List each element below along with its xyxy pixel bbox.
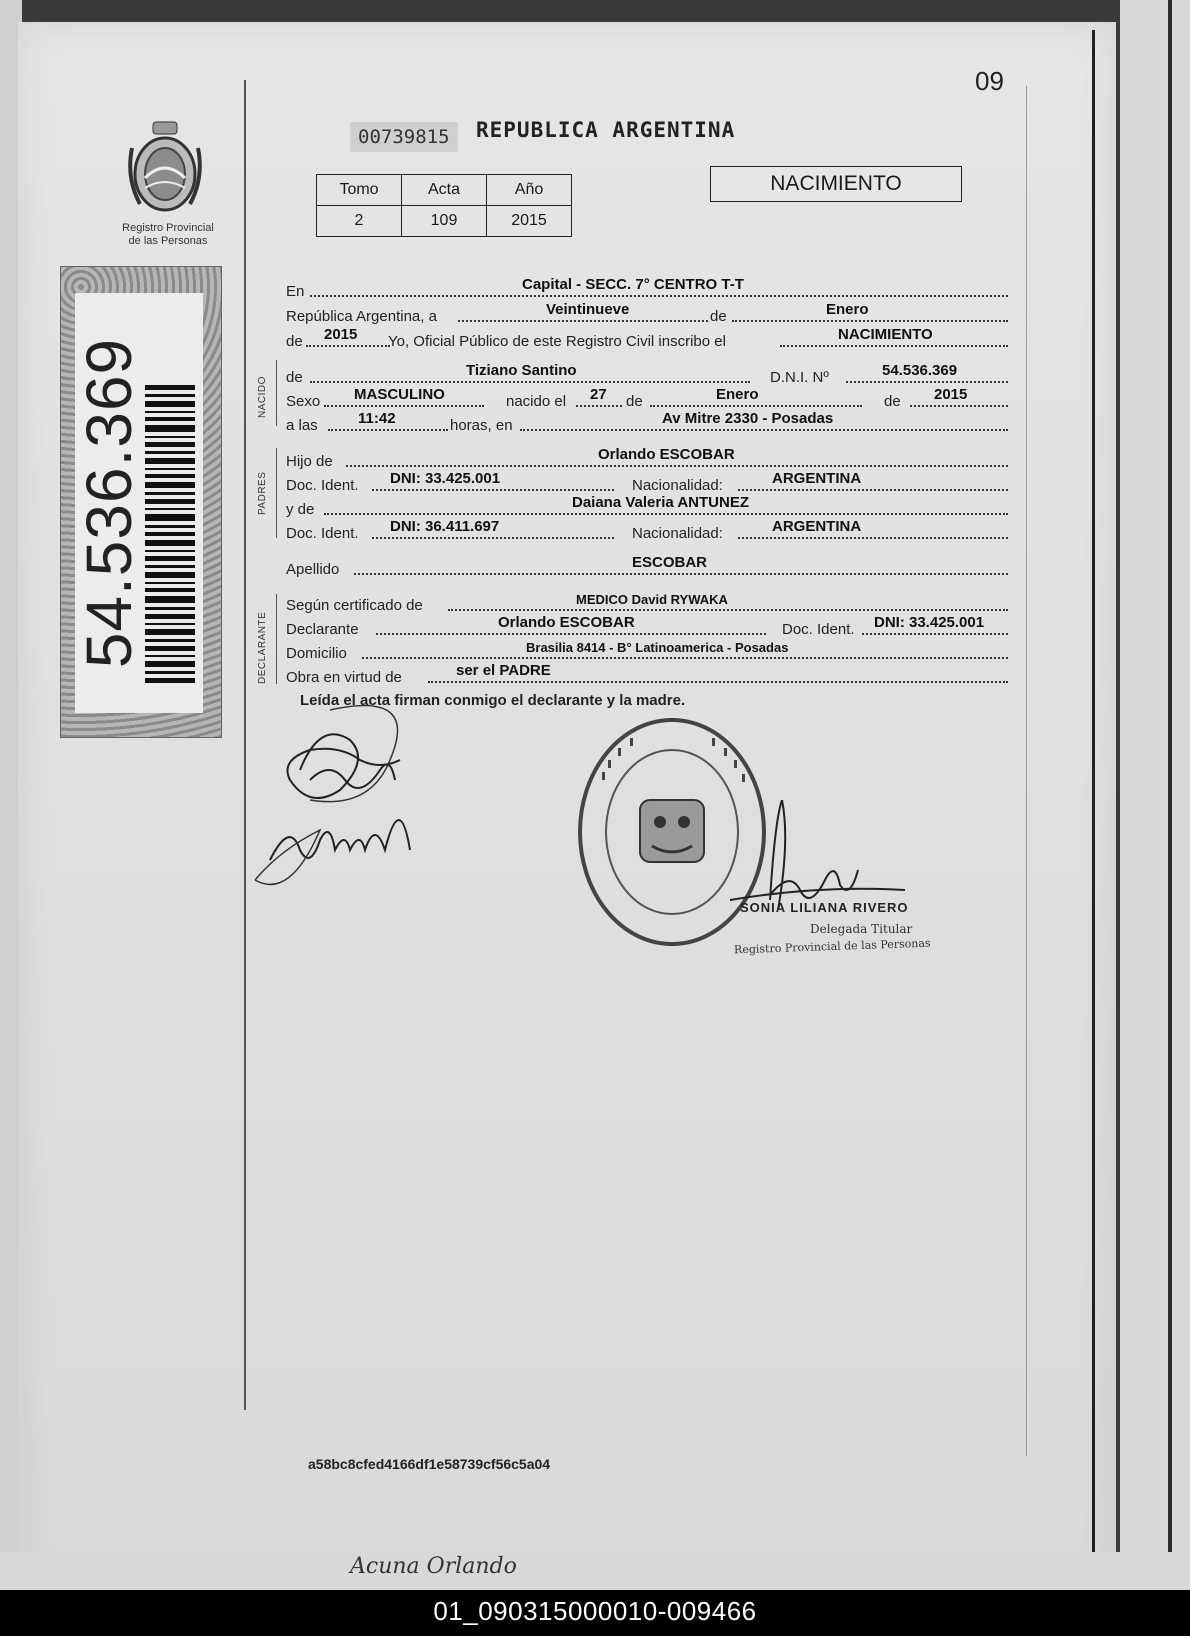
row-father-doc	[286, 472, 1008, 494]
value-declarant-doc: DNI: 33.425.001	[874, 614, 985, 631]
row-child-name	[286, 364, 1008, 386]
label-de-month: de	[710, 308, 727, 325]
section-label-declarante: DECLARANTE	[257, 611, 268, 684]
dotted-line	[738, 537, 1008, 539]
section-rule-nacido	[276, 360, 277, 426]
page-number: 09	[975, 66, 1004, 96]
register-header-acta: Acta	[402, 175, 487, 206]
row-birth	[286, 388, 1008, 410]
label-nacionalidad: Nacionalidad:	[632, 477, 723, 494]
dotted-line	[346, 465, 1008, 467]
label-y-de: y de	[286, 501, 315, 518]
register-header-tomo: Tomo	[317, 175, 402, 206]
row-date	[286, 303, 1008, 325]
value-father-nationality: ARGENTINA	[772, 470, 862, 487]
dotted-line	[862, 633, 1008, 635]
label-yo: Yo, Oficial Público de este Registro Civil inscribo el	[388, 333, 726, 350]
document-page	[18, 22, 1116, 1590]
dni-sticker	[60, 266, 222, 738]
value-father-name: Orlando ESCOBAR	[598, 446, 735, 463]
row-address	[286, 640, 1008, 662]
adjacent-page-edge	[1168, 0, 1172, 1590]
label-nacido-el: nacido el	[506, 393, 567, 410]
label-doc-ident: Doc. Ident.	[286, 477, 359, 494]
footer-code: 01_090315000010-009466	[433, 1596, 757, 1626]
label-domicilio: Domicilio	[286, 645, 347, 662]
value-certificate: MEDICO David RYWAKA	[576, 592, 728, 607]
document-header: REPUBLICA ARGENTINA	[476, 118, 736, 142]
value-mother-nationality: ARGENTINA	[772, 518, 862, 535]
value-birth-time: 11:42	[358, 410, 396, 427]
dotted-line	[328, 429, 448, 431]
barcode-icon	[145, 385, 195, 685]
value-birth-year: 2015	[934, 386, 968, 403]
dotted-line	[650, 405, 862, 407]
registry-label: Registro Provincial de las Personas	[122, 222, 214, 247]
value-birth-month: Enero	[716, 386, 759, 403]
row-year	[286, 328, 1008, 350]
dotted-line	[448, 609, 1008, 611]
coat-of-arms-icon	[120, 118, 210, 222]
section-rule-declarante	[276, 594, 277, 684]
dotted-line	[458, 320, 708, 322]
value-child-name: Tiziano Santino	[466, 362, 577, 379]
label-segun: Según certificado de	[286, 597, 423, 614]
signer-title: Delegada Titular	[810, 922, 913, 936]
label-republica: República Argentina, a	[286, 308, 437, 325]
label-horas-en: horas, en	[450, 417, 513, 434]
row-mother	[286, 496, 1008, 518]
label-en: En	[286, 283, 305, 300]
dotted-line	[576, 405, 622, 407]
value-act-type: NACIMIENTO	[838, 326, 933, 343]
dotted-line	[520, 429, 1008, 431]
value-month: Enero	[826, 301, 869, 318]
label-sexo: Sexo	[286, 393, 321, 410]
signature-left-icon	[250, 700, 450, 920]
row-surname	[286, 556, 1008, 578]
dni-sticker-number: 54.536.369	[73, 337, 145, 669]
bottom-handwriting: Acuna Orlando	[350, 1554, 517, 1579]
label-de-name: de	[286, 369, 303, 386]
label-dni-no: D.N.I. Nº	[770, 369, 829, 386]
value-father-doc: DNI: 33.425.001	[390, 470, 501, 487]
dotted-line	[372, 537, 614, 539]
label-apellido: Apellido	[286, 561, 340, 578]
dotted-line	[306, 345, 390, 347]
value-birth-place: Av Mitre 2330 - Posadas	[662, 410, 834, 427]
signer-organization: Registro Provincial de las Personas	[733, 936, 931, 957]
label-hijo-de: Hijo de	[286, 453, 333, 470]
label-doc-ident-declarant: Doc. Ident.	[782, 621, 855, 638]
section-label-nacido: NACIDO	[257, 376, 268, 418]
label-obra: Obra en virtud de	[286, 669, 402, 686]
value-mother-doc: DNI: 36.411.697	[390, 518, 500, 535]
serial-number: 00739815	[350, 122, 458, 152]
value-capacity: ser el PADRE	[456, 662, 551, 679]
register-table	[316, 174, 572, 237]
dotted-line	[910, 405, 1008, 407]
dotted-line	[428, 681, 1008, 683]
label-de-birth-year: de	[884, 393, 901, 410]
reading-statement: Leída el acta firman conmigo el declarante y la madre.	[300, 692, 686, 709]
dotted-line	[846, 381, 1008, 383]
value-address: Brasilia 8414 - B° Latinoamerica - Posadas	[526, 640, 789, 655]
dotted-line	[732, 320, 1008, 322]
register-value-acta: 109	[402, 206, 487, 237]
register-header-anio: Año	[487, 175, 572, 206]
row-father	[286, 448, 1008, 470]
value-mother-name: Daiana Valeria ANTUNEZ	[572, 494, 750, 511]
row-place	[286, 278, 1008, 300]
signer-name: SONIA LILIANA RIVERO	[740, 900, 909, 915]
value-day-words: Veintinueve	[546, 301, 630, 318]
row-capacity	[286, 664, 1008, 686]
label-de-year: de	[286, 333, 303, 350]
value-year: 2015	[324, 326, 358, 343]
row-time-place	[286, 412, 1008, 434]
label-de-birth-month: de	[626, 393, 643, 410]
register-value-anio: 2015	[487, 206, 572, 237]
value-surname: ESCOBAR	[632, 554, 708, 571]
value-birth-day: 27	[590, 386, 607, 403]
dotted-line	[372, 489, 614, 491]
label-doc-ident-mother: Doc. Ident.	[286, 525, 359, 542]
dotted-line	[376, 633, 766, 635]
row-declarant	[286, 616, 1008, 638]
adjacent-page	[1120, 0, 1190, 1590]
label-nacionalidad-mother: Nacionalidad:	[632, 525, 723, 542]
section-label-padres: PADRES	[257, 471, 268, 515]
row-certificate	[286, 592, 1008, 614]
section-rule-padres	[276, 448, 277, 538]
right-margin-rule	[1026, 86, 1027, 1456]
value-declarant: Orlando ESCOBAR	[498, 614, 635, 631]
bottom-strip	[0, 1552, 1190, 1590]
dotted-line	[354, 573, 1008, 575]
dotted-line	[310, 381, 750, 383]
value-child-dni: 54.536.369	[882, 362, 958, 379]
register-value-tomo: 2	[317, 206, 402, 237]
value-sex: MASCULINO	[354, 386, 445, 403]
document-hash: a58bc8cfed4166df1e58739cf56c5a04	[308, 1456, 551, 1472]
document-type-box: NACIMIENTO	[710, 166, 962, 202]
register-value-row	[317, 206, 572, 237]
value-place: Capital - SECC. 7° CENTRO T-T	[522, 276, 744, 293]
dotted-line	[324, 405, 484, 407]
page-fold-line	[1092, 30, 1095, 1590]
dotted-line	[362, 657, 1008, 659]
row-mother-doc	[286, 520, 1008, 542]
dotted-line	[310, 295, 1008, 297]
label-a-las: a las	[286, 417, 318, 434]
label-declarante: Declarante	[286, 621, 359, 638]
register-header-row	[317, 175, 572, 206]
dotted-line	[780, 345, 1008, 347]
dotted-line	[324, 513, 1008, 515]
dotted-line	[738, 489, 1008, 491]
margin-rule	[244, 80, 246, 1410]
